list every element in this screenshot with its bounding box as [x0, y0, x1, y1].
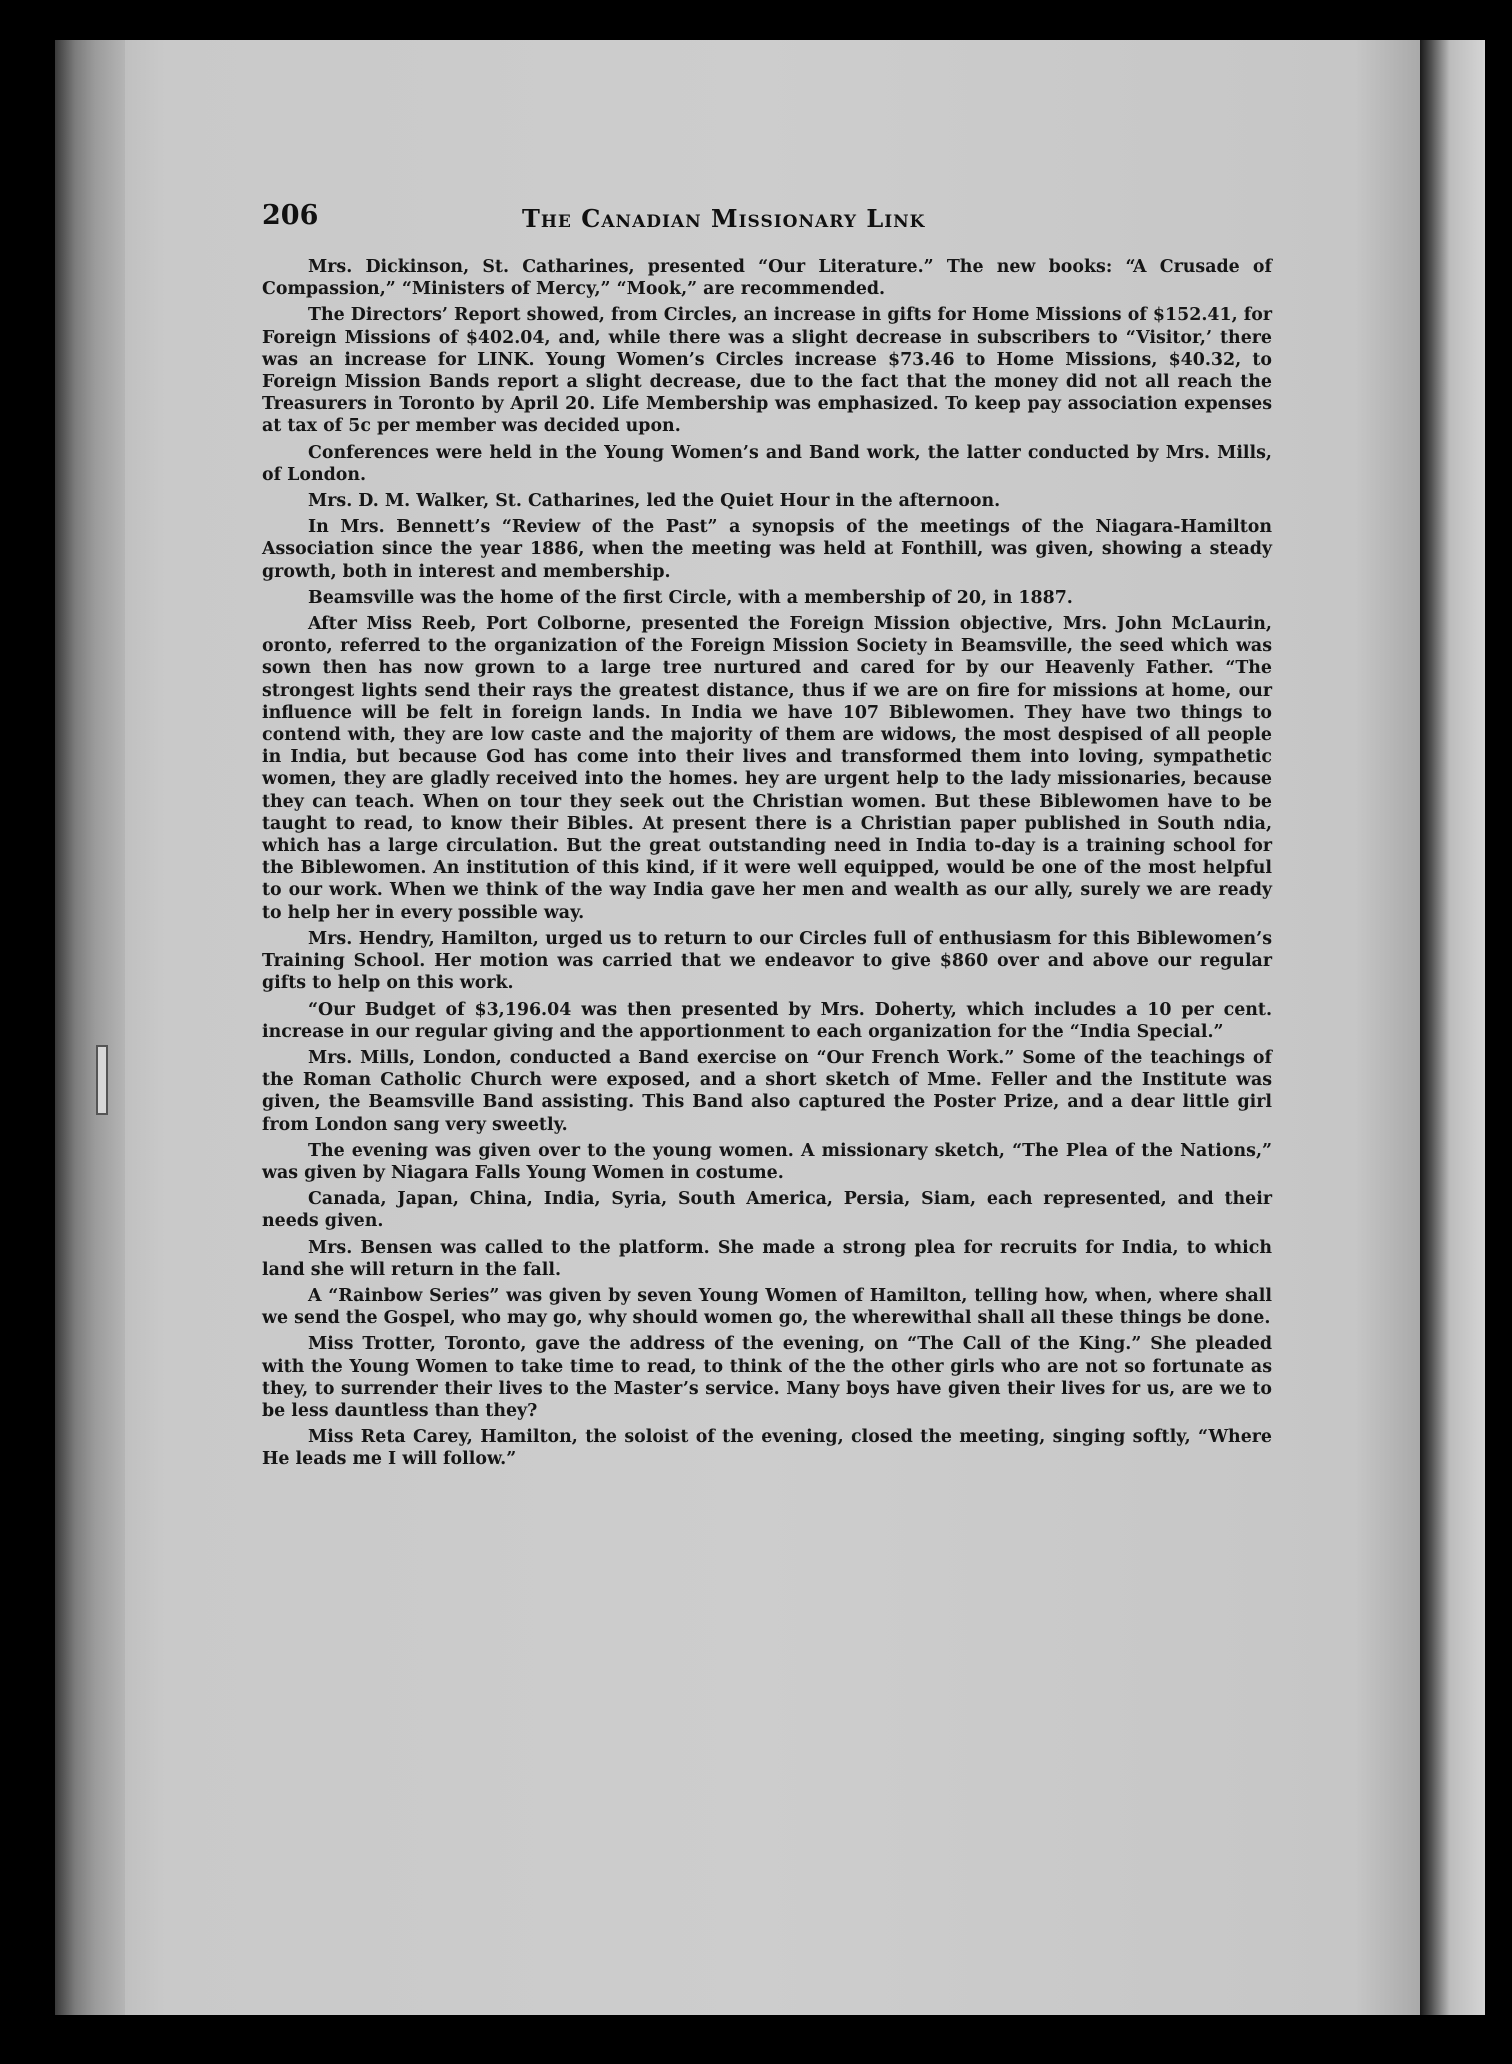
running-title: The Canadian Missionary Link	[522, 204, 926, 233]
paragraph-literature: Mrs. Dickinson, St. Catharines, presented “Our Literature.” The new books: “A Crusade of Compassion,” “Ministers of Mercy,” “Mook,” are recommended.	[262, 257, 1272, 300]
paragraph-review-of-past: In Mrs. Bennett’s “Review of the Past” a synopsis of the meetings of the Niagara-Hamilton Association since the year 1886, when the meeting was held at Fonthill, was given, showing a steady growth, both in interest and membership.	[262, 517, 1272, 582]
paragraph-directors-report: The Directors’ Report showed, from Circles, an increase in gifts for Home Missions of $152.41, for Foreign Missions of $402.04, and, while there was a slight decrease in subscribers to “Visitor,’ there was an increase for LINK. Young Women’s Circles increase $73.46 to Home Missions, $40.32, to Foreign Mission Bands report a slight decrease, due to the fact that the money did not all reach the Treasurers in Toronto by April 20. Life Membership was emphasized. To keep pay association expenses at tax of 5c per member was decided upon.	[262, 305, 1272, 437]
paragraph-training-school: Mrs. Hendry, Hamilton, urged us to return to our Circles full of enthusiasm for this Biblewomen’s Training School. Her motion was carried that we endeavor to give $860 over and above our regular gifts to help on this work.	[262, 928, 1272, 994]
book-binding-shadow	[55, 40, 125, 2015]
paragraph-evening-sketch: The evening was given over to the young women. A missionary sketch, “The Plea of the Nations,” was given by Niagara Falls Young Women in costume.	[262, 1140, 1272, 1183]
paragraph-french-work: Mrs. Mills, London, conducted a Band exercise on “Our French Work.” Some of the teachings of the Roman Catholic Church were exposed, and a short sketch of Mme. Feller and the Institute was given, the Beamsville Band assisting. This Band also captured the Poster Prize, and a dear little girl from London sang very sweetly.	[262, 1047, 1272, 1135]
page-header	[262, 200, 1272, 248]
paragraph-closing: Miss Reta Carey, Hamilton, the soloist of the evening, closed the meeting, singing softly, “Where He leads me I will follow.”	[262, 1427, 1272, 1470]
paragraph-budget: “Our Budget of $3,196.04 was then presented by Mrs. Doherty, which includes a 10 per cent. increase in our regular giving and the apportionment to each organization for the “India Special.”	[262, 999, 1272, 1042]
paragraph-nations: Canada, Japan, China, India, Syria, South America, Persia, Siam, each represented, and their needs given.	[262, 1189, 1272, 1232]
paragraph-quiet-hour: Mrs. D. M. Walker, St. Catharines, led the Quiet Hour in the afternoon.	[308, 491, 1001, 512]
paragraph-foreign-mission: After Miss Reeb, Port Colborne, presented the Foreign Mission objective, Mrs. John McLaurin, oronto, referred to the organization of the Foreign Mission Society in Beamsville, the seed which was sown then has now grown to a large tree nurtured and cared for by our Heavenly Father. “The strongest lights send their rays the greatest distance, thus if we are on fire for missions at home, our influence will be felt in foreign lands. In India we have 107 Biblewomen. They have two things to contend with, they are low caste and the majority of them are widows, the most despised of all people in India, but because God has come into their lives and transformed them into loving, sympathetic women, they are gladly received into the homes. hey are urgent help to the lady missionaries, because they can teach. When on tour they seek out the Christian women. But these Biblewomen have to be taught to read, to know their Bibles. At present there is a Christian paper published in South ndia, which has a large circulation. But the great outstanding need in India to-day is a training school for the Biblewomen. An institution of this kind, if it were well equipped, would be one of the most helpful to our work. When we think of the way India gave her men and wealth as our ally, surely we are ready to help her in every possible way.	[262, 614, 1272, 923]
page-content	[262, 200, 1272, 1475]
article-body	[262, 256, 1272, 1471]
paragraph-first-circle: Beamsville was the home of the first Circle, with a membership of 20, in 1887.	[308, 587, 1073, 608]
paragraph-rainbow-series: A “Rainbow Series” was given by seven Young Women of Hamilton, telling how, when, where shall we send the Gospel, who may go, why should women go, the wherewithal shall all these things be done.	[262, 1285, 1272, 1329]
page-edge-shadow	[1420, 40, 1485, 2015]
paragraph-call-of-king: Miss Trotter, Toronto, gave the address of the evening, on “The Call of the King.” She pleaded with the Young Women to take time to read, to think of the the other girls who are not so fortunate as they, to surrender their lives to the Master’s service. Many boys have given their lives for us, are we to be less dauntless than they?	[262, 1334, 1272, 1421]
binding-clip	[96, 1045, 108, 1115]
paragraph-recruits: Mrs. Bensen was called to the platform. She made a strong plea for recruits for India, to which land she will return in the fall.	[262, 1237, 1272, 1280]
paragraph-conferences: Conferences were held in the Young Women’s and Band work, the latter conducted by Mrs. Mills, of London.	[262, 442, 1272, 485]
page-number: 206	[262, 200, 319, 231]
